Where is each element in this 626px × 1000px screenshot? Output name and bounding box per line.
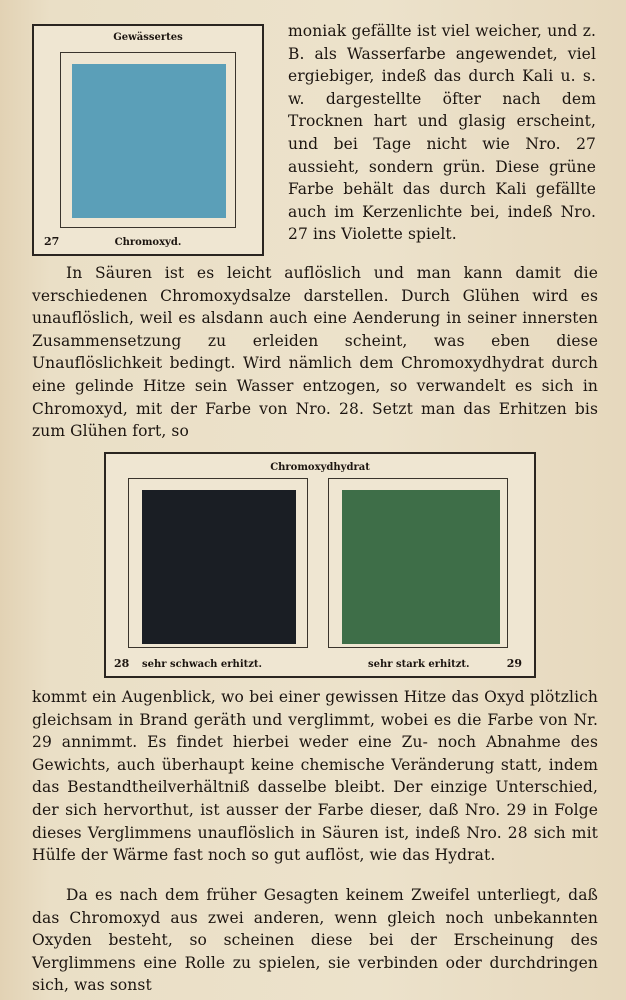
plate-27-caption: Chromoxyd. — [114, 237, 182, 248]
plate-29-number: 29 — [506, 657, 522, 670]
color-swatch-27 — [72, 64, 226, 218]
plate-28-caption: sehr schwach erhitzt. — [142, 659, 263, 670]
plate-27-number: 27 — [44, 235, 60, 248]
plate-28-number: 28 — [114, 657, 130, 670]
paragraph-1: moniak gefällte ist viel weicher, und z. B. als Wasserfarbe angewendet, viel ergiebiger, indeß das durch Kali u. s. w. dargestellte öfter nach dem Trocknen hart und glasig erscheint, und bei Tage nicht wie Nro. 27 aussieht, sondern grün. Diese grüne Farbe behält das durch Kali gefällte auch im Kerzenlichte bei, indeß Nro. 27 ins Violette spielt. — [288, 22, 596, 244]
plate-29-caption: sehr stark erhitzt. — [368, 659, 470, 670]
paragraph-4: Da es nach dem früher Gesagten keinem Zweifel unterliegt, daß das Chromoxyd aus zwei anderen, wenn gleich noch unbekannten Oxyden besteht, so scheinen diese bei der Erscheinung des Verglimmens eine Rolle zu spielen, sie verbinden oder durchdringen sich, was sonst — [32, 886, 598, 995]
color-plate-27 — [32, 24, 264, 256]
color-plate-28-29 — [104, 452, 536, 678]
plate-28-29-title: Chromoxydhydrat — [270, 462, 370, 473]
plate-27-title: Gewässertes — [113, 32, 183, 43]
paragraph-2: In Säuren ist es leicht auflöslich und man kann damit die verschiedenen Chromoxydsalze darstellen. Durch Glühen wird es unauflöslich, weil es alsdann auch eine Aenderung in seiner innersten Zusammensetzung zu erleiden scheint, was eben diese Unauflöslichkeit bedingt. Wird nämlich dem Chromoxydhydrat durch eine gelinde Hitze sein Wasser entzogen, so verwandelt es sich in Chromoxyd, mit der Farbe von Nro. 28. Setzt man das Erhitzen bis zum Glühen fort, so — [32, 264, 598, 441]
color-swatch-29 — [342, 490, 500, 644]
color-swatch-28 — [142, 490, 296, 644]
paragraph-3: kommt ein Augenblick, wo bei einer gewissen Hitze das Oxyd plötzlich gleichsam in Brand geräth und verglimmt, wobei es die Farbe von Nr. 29 annimmt. Es findet hierbei weder eine Zu- noch Abnahme des Gewichts, auch überhaupt keine chemische Veränderung statt, indem das Bestandtheilverhältniß dasselbe bleibt. Der einzige Unterschied, der sich hervorthut, ist ausser der Farbe dieser, daß Nro. 29 in Folge dieses Verglimmens unauflöslich in Säuren ist, indeß Nro. 28 sich mit Hülfe der Wärme fast noch so gut auflöst, wie das Hydrat. — [32, 688, 598, 865]
